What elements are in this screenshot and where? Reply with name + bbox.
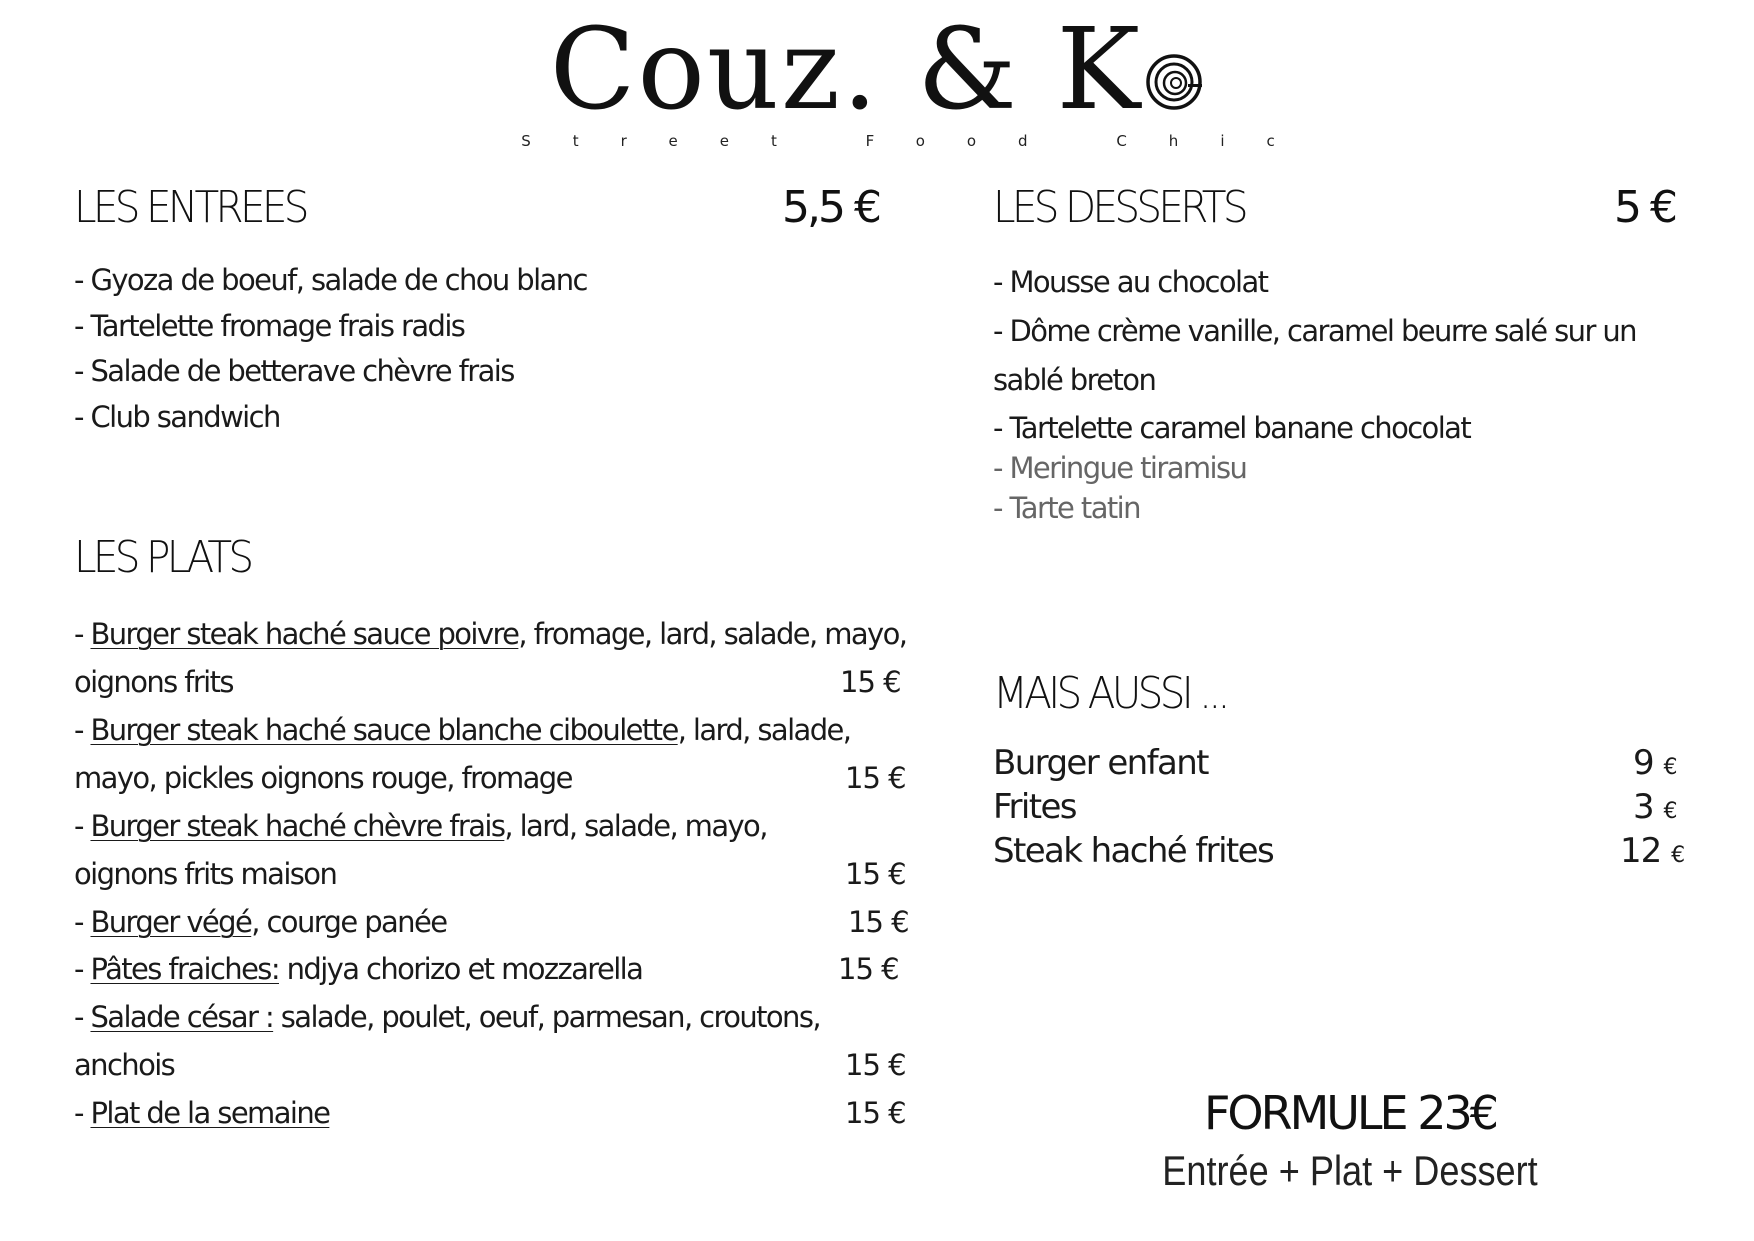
plat-name: Salade césar : bbox=[90, 1000, 274, 1034]
plat-name: Plat de la semaine bbox=[90, 1096, 330, 1130]
plat-item: - Burger steak haché sauce poivre, fromage, lard, salade, mayo, bbox=[74, 617, 907, 651]
plat-price: 15 € bbox=[838, 952, 899, 986]
plat-price: 15 € bbox=[845, 1048, 906, 1082]
extra-item-name: Steak haché frites bbox=[993, 831, 1274, 871]
plat-name: Pâtes fraiches: bbox=[90, 952, 279, 986]
plat-price: 15 € bbox=[845, 857, 906, 891]
plat-item-line2: mayo, pickles oignons rouge, fromage bbox=[74, 761, 572, 795]
plat-name: Burger steak haché chèvre frais bbox=[90, 809, 505, 843]
dessert-item: - Tarte tatin bbox=[993, 491, 1140, 525]
plat-price: 15 € bbox=[840, 665, 901, 699]
extra-item-price: 9 € bbox=[1633, 743, 1677, 783]
logo-name-part1: Couz bbox=[549, 5, 843, 135]
entrees-price: 5,5 € bbox=[782, 182, 879, 233]
restaurant-logo bbox=[0, 5, 1754, 135]
plat-item: - Burger steak haché sauce blanche ciboulette, lard, salade, bbox=[74, 713, 851, 747]
plat-item: - Salade césar : salade, poulet, oeuf, parmesan, croutons, bbox=[74, 1000, 820, 1034]
extra-item-name: Frites bbox=[993, 787, 1076, 827]
extra-item-name: Burger enfant bbox=[993, 743, 1208, 783]
extra-item-price: 3 € bbox=[1633, 787, 1677, 827]
plat-name: Burger végé bbox=[90, 905, 252, 939]
desserts-title: LES DESSERTS bbox=[993, 182, 1245, 233]
entree-item: - Salade de betterave chèvre frais bbox=[74, 354, 514, 388]
plate-swirl-icon bbox=[1144, 52, 1204, 112]
plat-item-line2: oignons frits bbox=[74, 665, 233, 699]
entree-item: - Club sandwich bbox=[74, 400, 280, 434]
entree-item: - Gyoza de boeuf, salade de chou blanc bbox=[74, 263, 587, 297]
plat-name: Burger steak haché sauce poivre bbox=[90, 617, 519, 651]
plats-title: LES PLATS bbox=[74, 532, 251, 583]
plat-price: 15 € bbox=[845, 1096, 906, 1130]
logo-name-part2: . & K bbox=[842, 5, 1143, 135]
desserts-price: 5 € bbox=[1614, 182, 1675, 233]
logo-tagline: Street Food Chic bbox=[521, 132, 1317, 150]
dessert-item: - Mousse au chocolat bbox=[993, 265, 1268, 299]
plat-item: - Plat de la semaine bbox=[74, 1096, 330, 1130]
plat-price: 15 € bbox=[845, 761, 906, 795]
entree-item: - Tartelette fromage frais radis bbox=[74, 309, 465, 343]
plat-item-line2: anchois bbox=[74, 1048, 175, 1082]
dessert-item: - Dôme crème vanille, caramel beurre salé sur un bbox=[993, 314, 1636, 348]
mais-aussi-title: MAIS AUSSI ... bbox=[993, 668, 1227, 719]
plat-price: 15 € bbox=[848, 905, 909, 939]
plat-item-line2: oignons frits maison bbox=[74, 857, 337, 891]
dessert-item-continued: sablé breton bbox=[993, 363, 1156, 397]
formule-title: FORMULE 23€ bbox=[1203, 1086, 1497, 1140]
plat-item: - Burger végé, courge panée bbox=[74, 905, 447, 939]
dessert-item: - Meringue tiramisu bbox=[993, 451, 1247, 485]
plat-item: - Burger steak haché chèvre frais, lard, salade, mayo, bbox=[74, 809, 767, 843]
entrees-title: LES ENTREES bbox=[74, 182, 306, 233]
plat-item: - Pâtes fraiches: ndjya chorizo et mozzarella bbox=[74, 952, 643, 986]
formule-detail: Entrée + Plat + Dessert bbox=[1162, 1147, 1538, 1194]
dessert-item: - Tartelette caramel banane chocolat bbox=[993, 411, 1471, 445]
extra-item-price: 12 € bbox=[1620, 831, 1685, 871]
plat-name: Burger steak haché sauce blanche ciboulette bbox=[90, 713, 678, 747]
